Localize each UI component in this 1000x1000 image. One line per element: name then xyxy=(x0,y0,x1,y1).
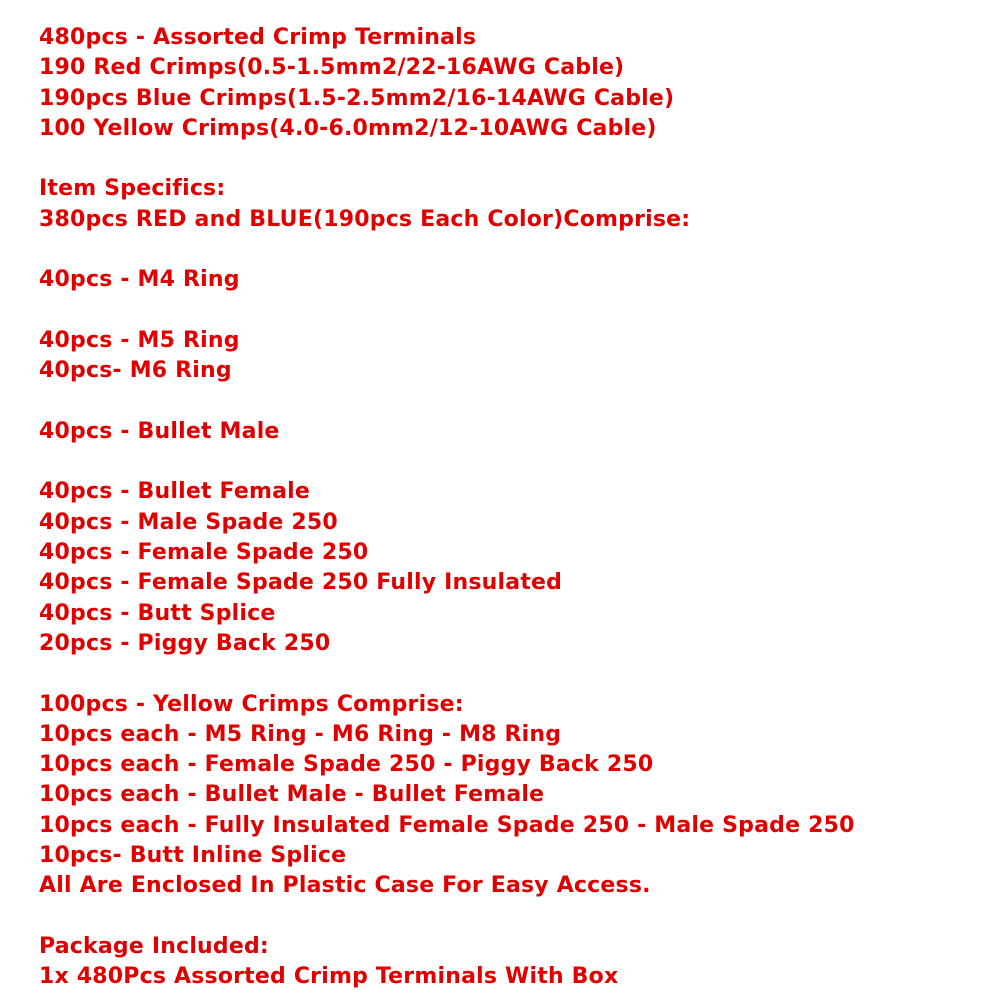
summary-yellow-crimps: 100 Yellow Crimps(4.0-6.0mm2/12-10AWG Cable) xyxy=(39,115,657,141)
list-item-m4-ring: 40pcs - M4 Ring xyxy=(39,267,240,293)
spacer xyxy=(39,447,1000,477)
summary-blue-crimps: 190pcs Blue Crimps(1.5-2.5mm2/16-14AWG Cable) xyxy=(39,85,675,111)
list-item-female-spade-insulated: 40pcs - Female Spade 250 Fully Insulated xyxy=(39,570,563,596)
summary-red-crimps: 190 Red Crimps(0.5-1.5mm2/22-16AWG Cable) xyxy=(39,55,625,81)
list-item-bullet-male: 40pcs - Bullet Male xyxy=(39,418,280,444)
package-item: 1x 480Pcs Assorted Crimp Terminals With Box xyxy=(39,964,619,990)
item-specifics-heading: Item Specifics: xyxy=(39,176,226,202)
yellow-heading: 100pcs - Yellow Crimps Comprise: xyxy=(39,691,464,717)
spacer xyxy=(39,902,1000,932)
yellow-item-bullets: 10pcs each - Bullet Male - Bullet Female xyxy=(39,782,545,808)
spacer xyxy=(39,659,1000,689)
enclosed-note: All Are Enclosed In Plastic Case For Easy Access. xyxy=(39,873,651,899)
spacer xyxy=(39,235,1000,265)
red-blue-intro: 380pcs RED and BLUE(190pcs Each Color)Comprise: xyxy=(39,206,691,232)
yellow-item-spade-piggy: 10pcs each - Female Spade 250 - Piggy Back 250 xyxy=(39,752,654,778)
summary-title: 480pcs - Assorted Crimp Terminals xyxy=(39,25,477,50)
spacer xyxy=(39,387,1000,417)
spacer xyxy=(39,296,1000,326)
list-item-male-spade: 40pcs - Male Spade 250 xyxy=(39,509,338,535)
yellow-item-insulated-spades: 10pcs each - Fully Insulated Female Spade 250 - Male Spade 250 xyxy=(39,812,855,838)
list-item-butt-splice: 40pcs - Butt Splice xyxy=(39,600,276,626)
list-item-bullet-female: 40pcs - Bullet Female xyxy=(39,479,311,505)
list-item-m6-ring: 40pcs- M6 Ring xyxy=(39,358,232,384)
list-item-piggy-back: 20pcs - Piggy Back 250 xyxy=(39,630,331,656)
yellow-item-butt-inline: 10pcs- Butt Inline Splice xyxy=(39,843,347,869)
spacer xyxy=(39,144,1000,174)
list-item-m5-ring: 40pcs - M5 Ring xyxy=(39,327,240,353)
list-item-female-spade: 40pcs - Female Spade 250 xyxy=(39,540,369,566)
yellow-item-rings: 10pcs each - M5 Ring - M6 Ring - M8 Ring xyxy=(39,721,562,747)
package-heading: Package Included: xyxy=(39,933,269,959)
